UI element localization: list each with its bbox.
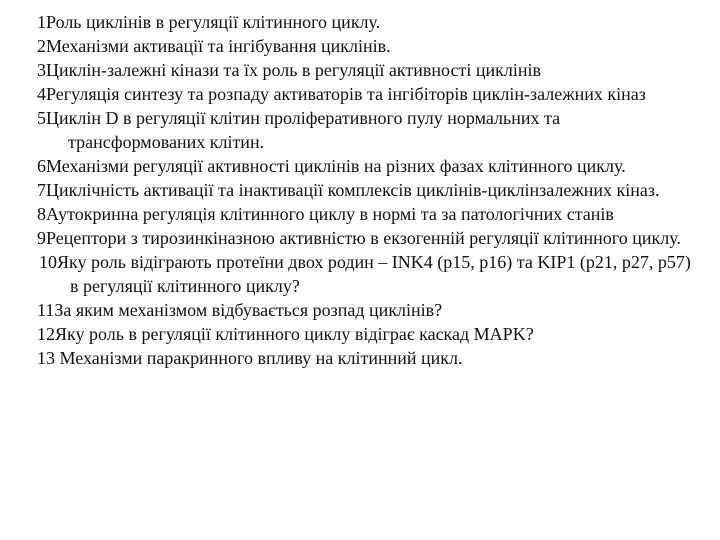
list-item: 11За яким механізмом відбувається розпад циклінів? (37, 300, 443, 320)
list-item: 8Аутокринна регуляція клітинного циклу в нормі та за патологічних станів (37, 204, 614, 224)
list-item: 9Рецептори з тирозинкіназною активністю в екзогенній регуляції клітинного циклу. (37, 228, 681, 248)
list-item: 10Яку роль відіграють протеїни двох родин – INK4 (p15, p16) та KIP1 (p21, p27, p57) в регуляції клітинного циклу? (39, 252, 691, 296)
list-item: 12Яку роль в регуляції клітинного циклу відіграє каскад MAPK? (37, 324, 534, 344)
list-item: 4Регуляція синтезу та розпаду активаторів та інгібіторів циклін-залежних кіназ (37, 84, 646, 104)
list-item: 5Циклін D в регуляції клітин проліферативного пулу нормальних та трансформованих клітин. (37, 108, 561, 152)
list-item: 2Механізми активації та інгібування циклінів. (37, 36, 391, 56)
question-list (37, 10, 700, 370)
list-item: 3Циклін-залежні кінази та їх роль в регуляції активності циклінів (37, 60, 541, 80)
list-item: 13 Механізми паракринного впливу на клітинний цикл. (37, 348, 463, 368)
list-item: 1Роль циклінів в регуляції клітинного циклу. (37, 12, 381, 32)
list-item: 7Циклічність активації та інактивації комплексів циклінів-циклінзалежних кіназ. (37, 180, 660, 200)
list-item: 6Механізми регуляції активності циклінів на різних фазах клітинного циклу. (37, 156, 626, 176)
